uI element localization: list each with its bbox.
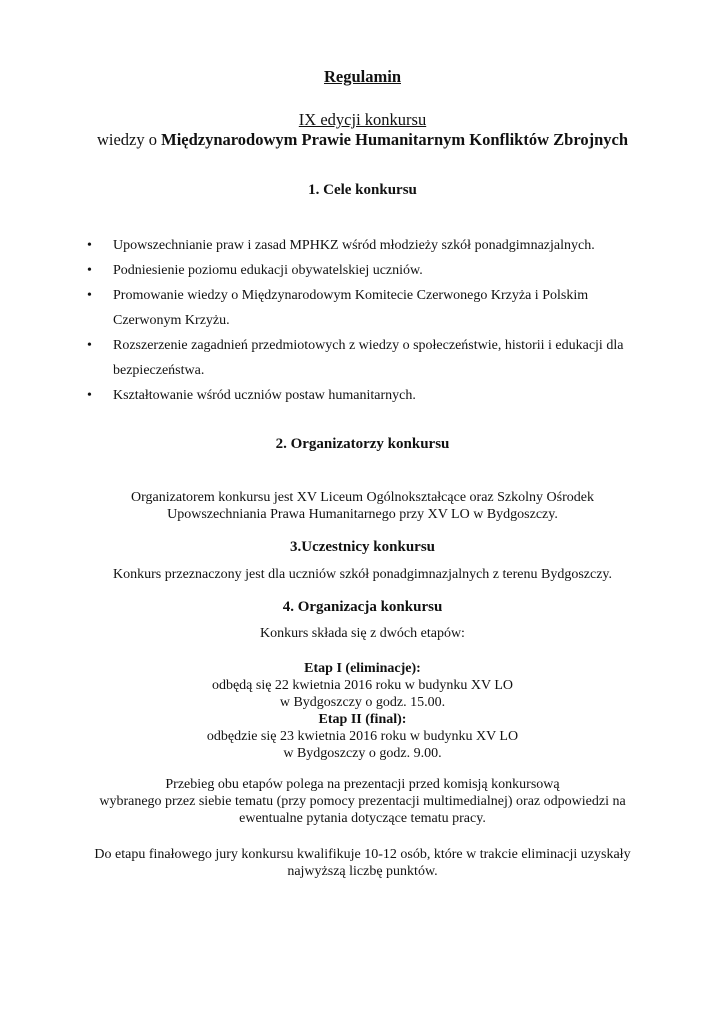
edition-subtitle: IX edycji konkursu [298, 110, 427, 129]
bullet-icon: • [87, 388, 92, 403]
list-item-text: Kształtowanie wśród uczniów postaw humanitarnych. [113, 388, 416, 403]
list-item-text: Rozszerzenie zagadnień przedmiotowych z wiedzy o społeczeństwie, historii i edukacji dla [113, 338, 624, 353]
stage1-label: Etap I (eliminacje): [304, 661, 421, 676]
organization-intro-text: Konkurs składa się z dwóch etapów: [260, 626, 465, 641]
list-item-text-continued: Czerwonym Krzyżu. [113, 313, 230, 328]
organization-intro [0, 625, 725, 642]
list-item [87, 233, 657, 258]
stage1-text-line: w Bydgoszczy o godz. 15.00. [279, 695, 446, 710]
list-item [87, 333, 657, 383]
section-heading-organization: 4. Organizacja konkursu [282, 599, 443, 615]
stage2-label: Etap II (final): [318, 712, 407, 727]
subtitle-prefix: wiedzy o [96, 130, 162, 149]
goals-list [87, 233, 657, 408]
bullet-icon: • [87, 338, 92, 353]
list-item-text: Podniesienie poziomu edukacji obywatelskiej uczniów. [113, 263, 423, 278]
list-item [87, 283, 657, 333]
participants-text: Konkurs przeznaczony jest dla uczniów szkół ponadgimnazjalnych z terenu Bydgoszczy. [112, 567, 613, 582]
bullet-icon: • [87, 288, 92, 303]
bullet-icon: • [87, 238, 92, 253]
course-paragraph [0, 776, 725, 827]
stage2-text-line: odbędzie się 23 kwietnia 2016 roku w budynku XV LO [206, 729, 519, 744]
contest-subject-subtitle [0, 130, 725, 150]
final-qualification-paragraph [0, 846, 725, 880]
list-item [87, 383, 657, 408]
section-heading-participants: 3.Uczestnicy konkursu [289, 539, 435, 555]
section-heading-organizers: 2. Organizatorzy konkursu [275, 436, 450, 452]
list-item [87, 258, 657, 283]
course-text-line: ewentualne pytania dotyczące tematu pracy. [239, 811, 486, 826]
list-item-text: Promowanie wiedzy o Międzynarodowym Komitecie Czerwonego Krzyża i Polskim [113, 288, 589, 303]
organizers-text-line: Upowszechniania Prawa Humanitarnego przy XV LO w Bydgoszczy. [167, 507, 558, 522]
subtitle-subject: Międzynarodowym Prawie Humanitarnym Konfliktów Zbrojnych [161, 130, 629, 149]
final-text-line: Do etapu finałowego jury konkursu kwalifikuje 10-12 osób, które w trakcie eliminacji uzyskały [94, 847, 631, 862]
organizers-paragraph [0, 489, 725, 523]
stage1-text-line: odbędą się 22 kwietnia 2016 roku w budynku XV LO [211, 678, 514, 693]
stages-block [0, 660, 725, 762]
course-text-line: Przebieg obu etapów polega na prezentacji przed komisją konkursową [165, 777, 560, 792]
list-item-text-continued: bezpieczeństwa. [113, 363, 205, 378]
course-text-line: wybranego przez siebie tematu (przy pomocy prezentacji multimedialnej) oraz odpowiedzi na [99, 794, 626, 809]
section-heading-goals: 1. Cele konkursu [308, 182, 417, 198]
document-title: Regulamin [323, 67, 401, 86]
participants-paragraph [0, 566, 725, 583]
organizers-text-line: Organizatorem konkursu jest XV Liceum Ogólnokształcące oraz Szkolny Ośrodek [131, 490, 594, 505]
final-text-line: najwyższą liczbę punktów. [287, 864, 438, 879]
bullet-icon: • [87, 263, 92, 278]
list-item-text: Upowszechnianie praw i zasad MPHKZ wśród młodzieży szkół ponadgimnazjalnych. [113, 238, 595, 253]
stage2-text-line: w Bydgoszczy o godz. 9.00. [283, 746, 442, 761]
